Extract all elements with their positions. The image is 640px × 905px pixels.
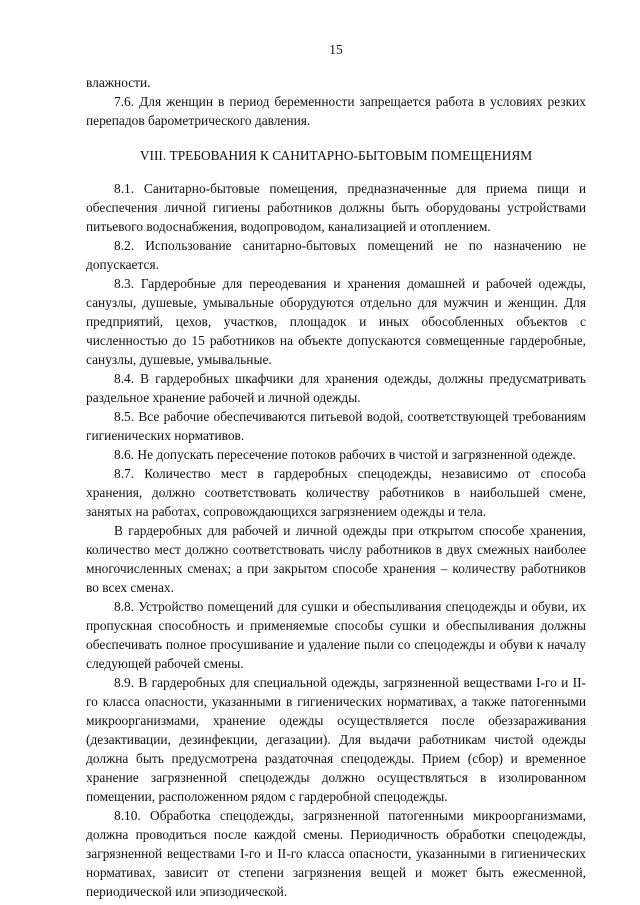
paragraph-continuation: влажности.: [86, 75, 151, 90]
paragraph-8-2: 8.2. Использование санитарно-бытовых помещений не по назначению не допускается.: [86, 238, 586, 272]
paragraph-8-9: 8.9. В гардеробных для специальной одежды, загрязненной веществами I-го и II-го класса опасности, указанными в гигиенических нормативах, а также патогенными микроорганизмами, хранение одежды осуществляется после обеззараживания (дезактивации, дезинфекции, дегазации). Для выдачи работникам чистой одежды должна быть предусмотрена раздаточная спецодежды. Прием (сбор) и временное хранение загрязненной спецодежды должно осуществляться в изолированном помещении, расположенном рядом с гардеробной спецодежды.: [86, 675, 586, 804]
paragraph-8-4: 8.4. В гардеробных шкафчики для хранения одежды, должны предусматривать раздельное хранение рабочей и личной одежды.: [86, 371, 586, 405]
paragraph-8-6: 8.6. Не допускать пересечение потоков рабочих в чистой и загрязненной одежде.: [114, 447, 576, 462]
paragraph-8-7-cont: В гардеробных для рабочей и личной одежды при открытом способе хранения, количество мест должно соответствовать числу работников в двух смежных наиболее многочисленных сменах; а при закрытом способе хранения – количеству работников во всех сменах.: [86, 523, 586, 595]
paragraph-8-1: 8.1. Санитарно-бытовые помещения, предназначенные для приема пищи и обеспечения личной гигиены работников должны быть оборудованы устройствами питьевого водоснабжения, водопроводом, канализацией и отоплением.: [86, 181, 586, 234]
paragraph-8-8: 8.8. Устройство помещений для сушки и обеспыливания спецодежды и обуви, их пропускная способность и применяемые способы сушки и обеспыливания должны обеспечивать полное просушивание и удаление пыли со спецодежды и обуви к началу следующей рабочей смены.: [86, 599, 586, 671]
paragraph-8-3: 8.3. Гардеробные для переодевания и хранения домашней и рабочей одежды, санузлы, душевые, умывальные оборудуются отдельно для мужчин и женщин. Для предприятий, цехов, участков, площадок и иных обособленных объектов с численностью до 15 работников на объекте допускаются совмещенные гардеробные, санузлы, душевые, умывальные.: [86, 276, 586, 367]
section-heading: VIII. ТРЕБОВАНИЯ К САНИТАРНО-БЫТОВЫМ ПОМЕЩЕНИЯМ: [139, 148, 533, 163]
paragraph-7-6: 7.6. Для женщин в период беременности запрещается работа в условиях резких перепадов барометрического давления.: [86, 94, 586, 128]
paragraph-8-10: 8.10. Обработка спецодежды, загрязненной патогенными микроорганизмами, должна проводиться после каждой смены. Периодичность обработки спецодежды, загрязненной веществами I-го и II-го класса опасности, указанными в гигиенических нормативах, зависит от степени загрязнения вещей и может быть ежесменной, периодической или эпизодической.: [86, 808, 586, 899]
paragraph-8-5: 8.5. Все рабочие обеспечиваются питьевой водой, соответствующей требованиям гигиенических нормативов.: [86, 409, 586, 443]
page-number: 15: [329, 42, 343, 57]
paragraph-8-7: 8.7. Количество мест в гардеробных спецодежды, независимо от способа хранения, должно соответствовать количеству работников в наибольшей смене, занятых на работах, сопровождающихся загрязнением одежды и тела.: [86, 466, 586, 519]
